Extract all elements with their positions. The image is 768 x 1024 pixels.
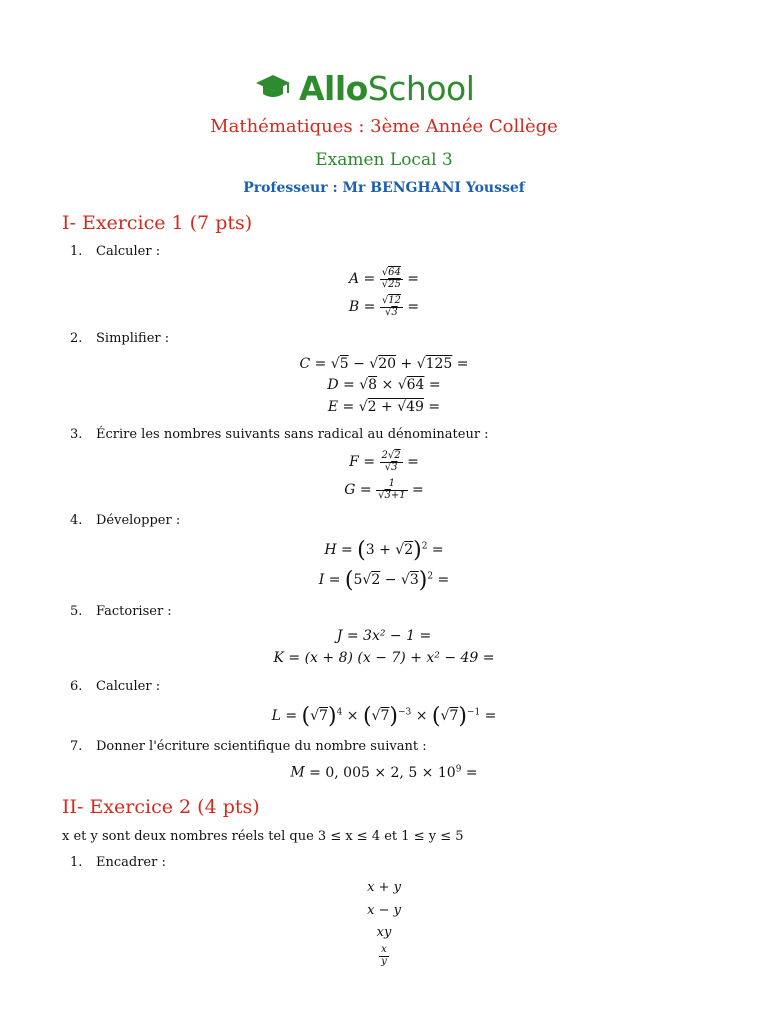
- item-number: 3.: [70, 427, 83, 442]
- logo-allo: Allo: [299, 68, 368, 108]
- equation-J: J = 3x² − 1 =: [336, 628, 432, 644]
- equation-A: A = $\frac{√64}{√25}$ =: [348, 267, 420, 290]
- expression-product: xy: [376, 925, 392, 940]
- exercise-1-title: I- Exercice 1 (7 pts): [62, 212, 253, 234]
- item-number: 1.: [70, 855, 83, 870]
- equation-E: E = √2 + √49 =: [327, 399, 441, 415]
- item-label: Simplifier :: [96, 331, 170, 346]
- item-label: Calculer :: [96, 244, 161, 259]
- exercise-2-intro: x et y sont deux nombres réels tel que 3 ≤ x ≤ 4 et 1 ≤ y ≤ 5: [62, 829, 464, 844]
- logo-text: [299, 69, 474, 108]
- equation-L: $L = (√7)^4 \times (√7)^{-3} \times (√7)^{-1}$ =: [271, 704, 497, 729]
- equation-B: B = $\frac{√12}{√3}$ =: [348, 295, 420, 318]
- item-label: Donner l'écriture scientifique du nombre suivant :: [96, 739, 427, 754]
- item-label: Calculer :: [96, 679, 161, 694]
- equation-H: $H = (3 + √2)^2$ =: [324, 538, 444, 563]
- equation-C: C = √5 − √20 + √125 =: [299, 356, 469, 372]
- item-label: Encadrer :: [96, 855, 166, 870]
- equation-I: $I = (5√2 - √3)^2$ =: [318, 568, 450, 593]
- equation-D: D = √8 × √64 =: [327, 377, 441, 393]
- list-item: [70, 427, 489, 442]
- item-number: 5.: [70, 604, 83, 619]
- logo-school: School: [367, 68, 475, 108]
- list-item: [70, 513, 180, 528]
- subject-title: Mathématiques : 3ème Année Collège: [210, 116, 558, 137]
- item-number: 6.: [70, 679, 83, 694]
- list-item: [70, 679, 160, 694]
- equation-M: M = 0, 005 × 2, $5 \times 10^9$ =: [290, 764, 478, 781]
- item-number: 4.: [70, 513, 83, 528]
- item-label: Factoriser :: [96, 604, 172, 619]
- list-item: [70, 331, 169, 346]
- item-number: 7.: [70, 739, 83, 754]
- expression-sum: x + y: [367, 880, 401, 895]
- graduation-cap-icon: [255, 73, 291, 103]
- item-number: 2.: [70, 331, 83, 346]
- list-item: [70, 855, 166, 870]
- exam-title: Examen Local 3: [315, 150, 453, 170]
- expression-quotient: $\frac{x}{y}$: [381, 944, 387, 967]
- item-label: Écrire les nombres suivants sans radical au dénominateur :: [96, 427, 489, 442]
- list-item: [70, 739, 427, 754]
- equation-F: F = $\frac{2√2}{√3}$ =: [349, 450, 419, 473]
- expression-difference: x − y: [367, 903, 401, 918]
- item-label: Développer :: [96, 513, 181, 528]
- alloschool-logo: [255, 66, 474, 110]
- exercise-2-title: II- Exercice 2 (4 pts): [62, 796, 260, 818]
- item-number: 1.: [70, 244, 83, 259]
- list-item: [70, 604, 172, 619]
- professor-name: Professeur : Mr BENGHANI Youssef: [243, 180, 525, 196]
- equation-G: G = $\frac{1}{√3+1}$ =: [344, 478, 424, 501]
- equation-K: K = (x + 8) (x − 7) + x² − 49 =: [273, 650, 495, 666]
- list-item: [70, 244, 160, 259]
